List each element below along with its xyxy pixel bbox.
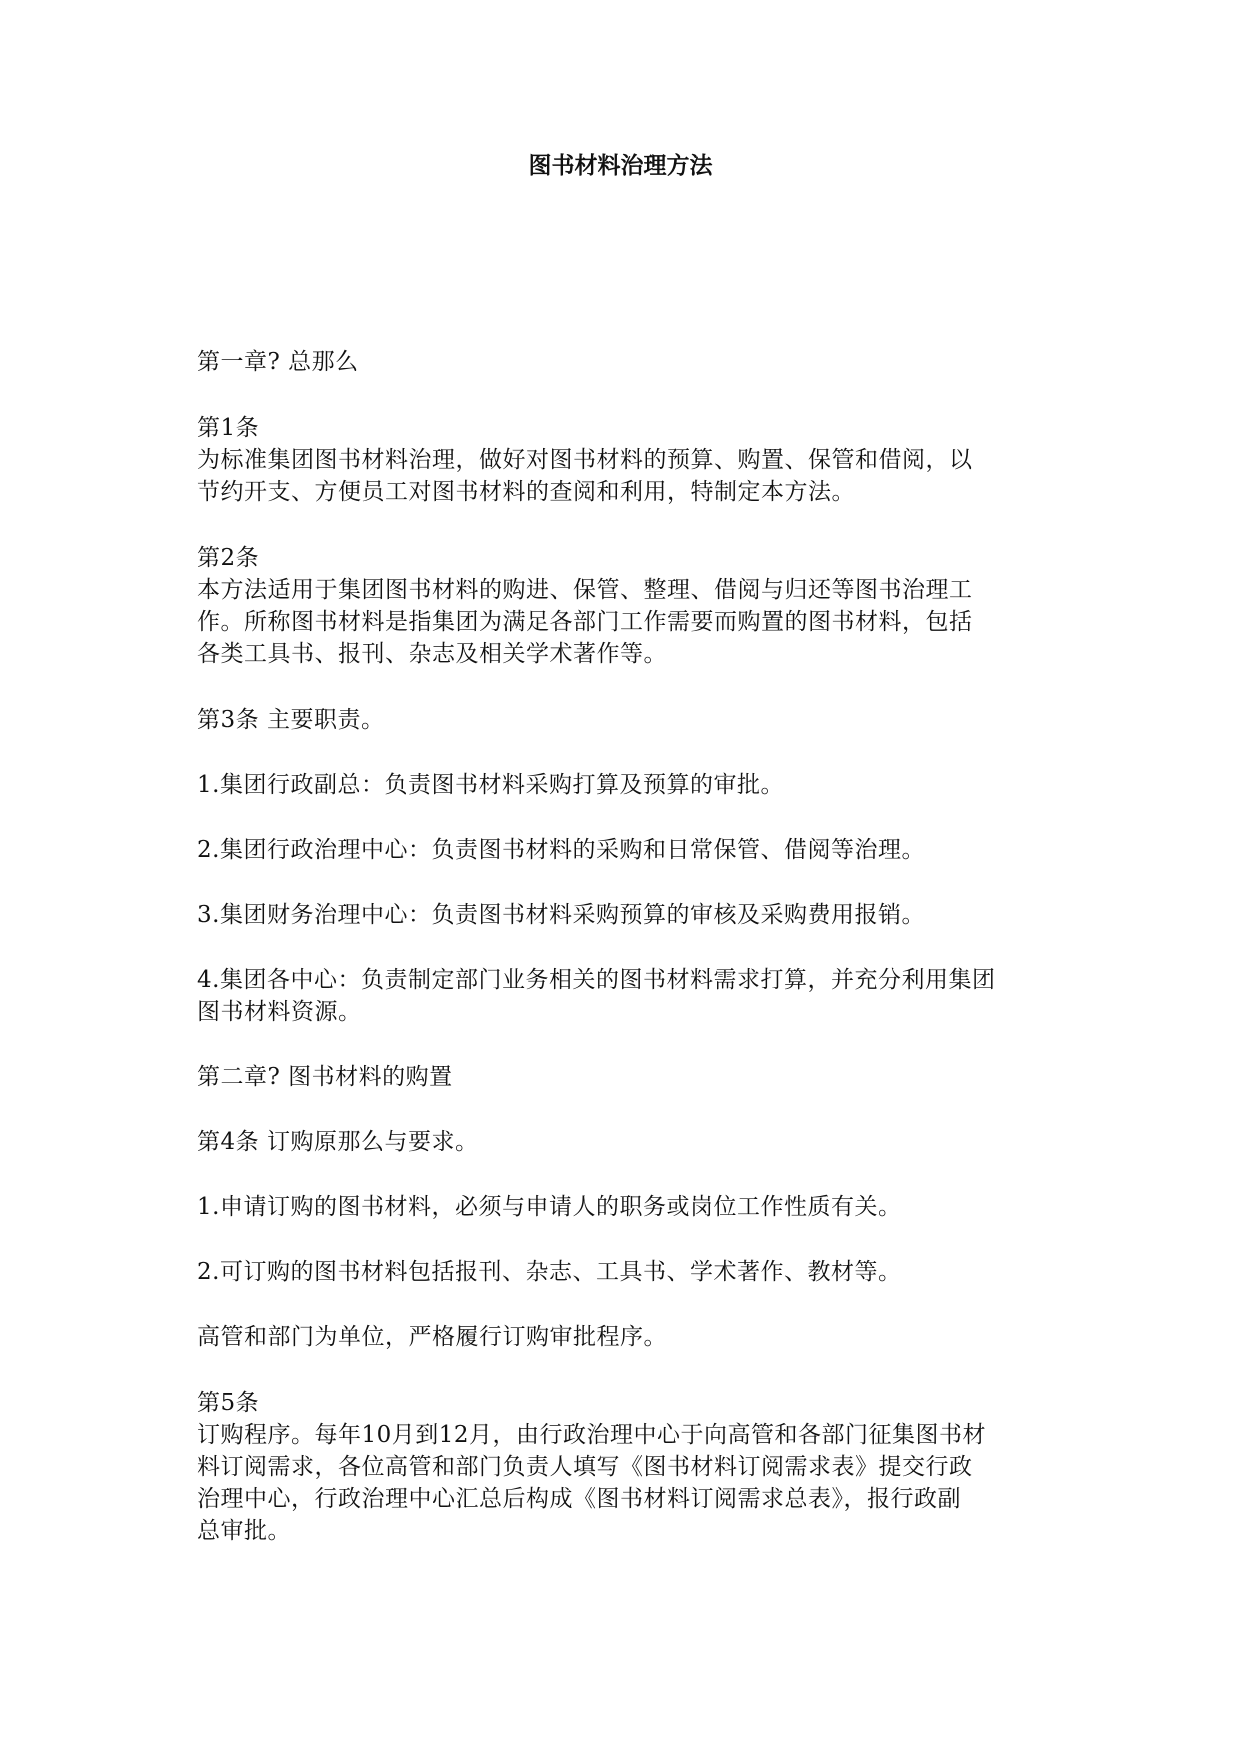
list-item <box>197 899 1055 931</box>
text-line: 2.可订购的图书材料包括报刊、杂志、工具书、学术著作、教材等。 <box>197 1259 902 1285</box>
text-line: 料订阅需求，各位高管和部门负责人填写《图书材料订阅需求表》提交行政 <box>197 1454 973 1480</box>
article-2 <box>197 542 1055 670</box>
article-4-heading <box>197 1126 1055 1158</box>
text-line: 节约开支、方便员工对图书材料的查阅和利用，特制定本方法。 <box>197 479 855 505</box>
text-line: 3.集团财务治理中心：负责图书材料采购预算的审核及采购费用报销。 <box>197 902 925 928</box>
article-heading: 第5条 <box>197 1390 260 1416</box>
article-1 <box>197 412 1055 508</box>
document-title: 图书材料治理方法 <box>528 152 713 179</box>
text-line: 图书材料资源。 <box>197 999 362 1025</box>
list-item <box>197 1256 1055 1288</box>
text-line: 第二章? 图书材料的购置 <box>197 1064 453 1090</box>
text-line: 订购程序。每年10月到12月，由行政治理中心于向高管和各部门征集图书材 <box>197 1422 987 1448</box>
text-line: 1.集团行政副总：负责图书材料采购打算及预算的审批。 <box>197 772 784 798</box>
text-line: 第4条 订购原那么与要求。 <box>197 1129 479 1155</box>
text-line: 总审批。 <box>197 1518 291 1544</box>
text-line: 4.集团各中心：负责制定部门业务相关的图书材料需求打算，并充分利用集团 <box>197 967 996 993</box>
text-line: 2.集团行政治理中心：负责图书材料的采购和日常保管、借阅等治理。 <box>197 837 925 863</box>
text-line: 本方法适用于集团图书材料的购进、保管、整理、借阅与归还等图书治理工 <box>197 577 973 603</box>
text-line: 各类工具书、报刊、杂志及相关学术著作等。 <box>197 641 667 667</box>
list-item <box>197 769 1055 801</box>
text-line: 作。所称图书材料是指集团为满足各部门工作需要而购置的图书材料，包括 <box>197 609 973 635</box>
paragraph <box>197 1321 1055 1353</box>
text-line: 为标准集团图书材料治理，做好对图书材料的预算、购置、保管和借阅，以 <box>197 447 973 473</box>
text-line: 1.申请订购的图书材料，必须与申请人的职务或岗位工作性质有关。 <box>197 1194 902 1220</box>
list-item <box>197 834 1055 866</box>
list-item <box>197 964 1055 1028</box>
article-5 <box>197 1387 1055 1547</box>
article-heading: 第2条 <box>197 545 260 571</box>
list-item <box>197 1191 1055 1223</box>
text-line: 第一章? 总那么 <box>197 349 359 375</box>
chapter-heading <box>197 1061 1055 1093</box>
document-body <box>197 346 1055 1547</box>
article-heading: 第1条 <box>197 415 260 441</box>
text-line: 治理中心，行政治理中心汇总后构成《图书材料订阅需求总表》，报行政副 <box>197 1486 961 1512</box>
article-3-heading <box>197 704 1055 736</box>
text-line: 高管和部门为单位，严格履行订购审批程序。 <box>197 1324 667 1350</box>
text-line: 第3条 主要职责。 <box>197 707 385 733</box>
chapter-heading <box>197 346 1055 378</box>
